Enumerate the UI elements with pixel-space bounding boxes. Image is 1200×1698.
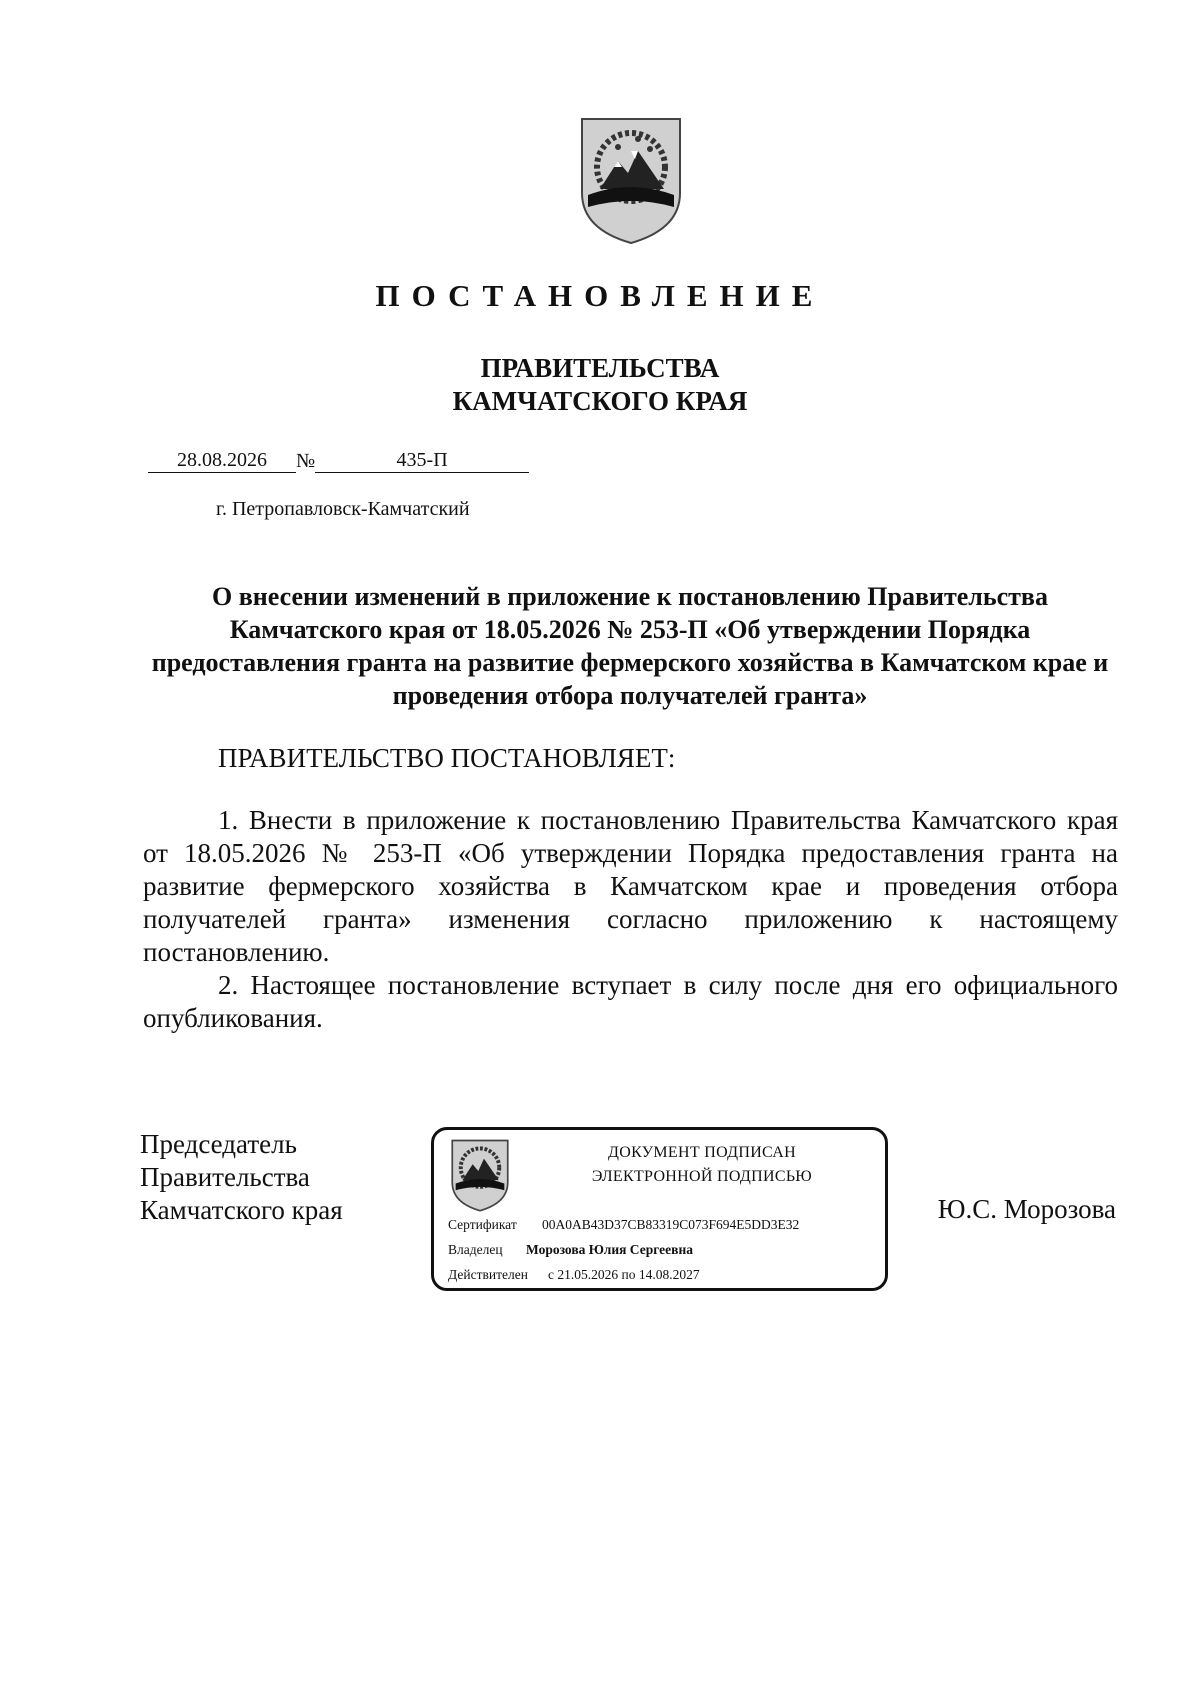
paragraph-2: 2. Настоящее постановление вступает в силу после дня его официального опубликования. bbox=[143, 970, 1118, 1033]
stamp-title-line-1: ДОКУМЕНТ ПОДПИСАН bbox=[608, 1144, 796, 1161]
valid-to-label: по bbox=[621, 1267, 636, 1282]
validity-row bbox=[448, 1267, 700, 1283]
signer-title-line-2: Правительства bbox=[140, 1162, 310, 1192]
owner-label: Владелец bbox=[448, 1242, 503, 1257]
signer-name: Ю.С. Морозова bbox=[937, 1194, 1116, 1224]
document-body bbox=[143, 804, 1118, 1035]
owner-row bbox=[448, 1242, 693, 1258]
date-number-line bbox=[148, 448, 529, 474]
issuer-block bbox=[0, 352, 1200, 418]
certificate-label: Сертификат bbox=[448, 1217, 517, 1232]
valid-label: Действителен bbox=[448, 1267, 528, 1282]
document-date: 28.08.2026 bbox=[148, 448, 296, 473]
document-heading: ПОСТАНОВЛЕНИЕ bbox=[375, 278, 825, 313]
decree-phrase: ПРАВИТЕЛЬСТВО ПОСТАНОВЛЯЕТ: bbox=[218, 743, 676, 773]
valid-from: 21.05.2026 bbox=[557, 1267, 619, 1282]
stamp-emblem-icon bbox=[450, 1138, 510, 1212]
coat-of-arms-icon bbox=[578, 115, 684, 245]
owner-value: Морозова Юлия Сергеевна bbox=[526, 1242, 693, 1257]
electronic-signature-stamp bbox=[431, 1127, 888, 1291]
document-subject: О внесении изменений в приложение к постановлению Правительства Камчатского края от 18.05.2026 № 253-П «Об утверждении Порядка предоставления гранта на развитие фермерского хозяйства в Камчатском крае и проведения отбора получателей гранта» bbox=[151, 582, 1109, 710]
document-number: 435-П bbox=[315, 448, 529, 473]
issuer-line-2: КАМЧАТСКОГО КРАЯ bbox=[452, 386, 748, 416]
valid-to: 14.08.2027 bbox=[638, 1267, 700, 1282]
valid-from-label: с bbox=[548, 1267, 554, 1282]
stamp-title bbox=[534, 1141, 870, 1189]
issuer-line-1: ПРАВИТЕЛЬСТВА bbox=[480, 353, 720, 383]
city: г. Петропавловск-Камчатский bbox=[216, 498, 470, 520]
stamp-title-line-2: ЭЛЕКТРОННОЙ ПОДПИСЬЮ bbox=[591, 1168, 813, 1185]
number-sign: № bbox=[296, 450, 316, 472]
signer-title bbox=[140, 1128, 343, 1227]
paragraph-1: 1. Внести в приложение к постановлению Правительства Камчатского края от 18.05.2026 № 253-П «Об утверждении Порядка предоставления гранта на развитие фермерского хозяйства в Камчатском крае и проведения отбора получателей гранта» изменения согласно приложению к настоящему постановлению. bbox=[143, 805, 1118, 967]
certificate-value: 00A0AB43D37CB83319C073F694E5DD3E32 bbox=[542, 1217, 800, 1232]
signer-title-line-3: Камчатского края bbox=[140, 1195, 343, 1225]
signer-title-line-1: Председатель bbox=[140, 1129, 297, 1159]
certificate-row bbox=[448, 1217, 799, 1233]
